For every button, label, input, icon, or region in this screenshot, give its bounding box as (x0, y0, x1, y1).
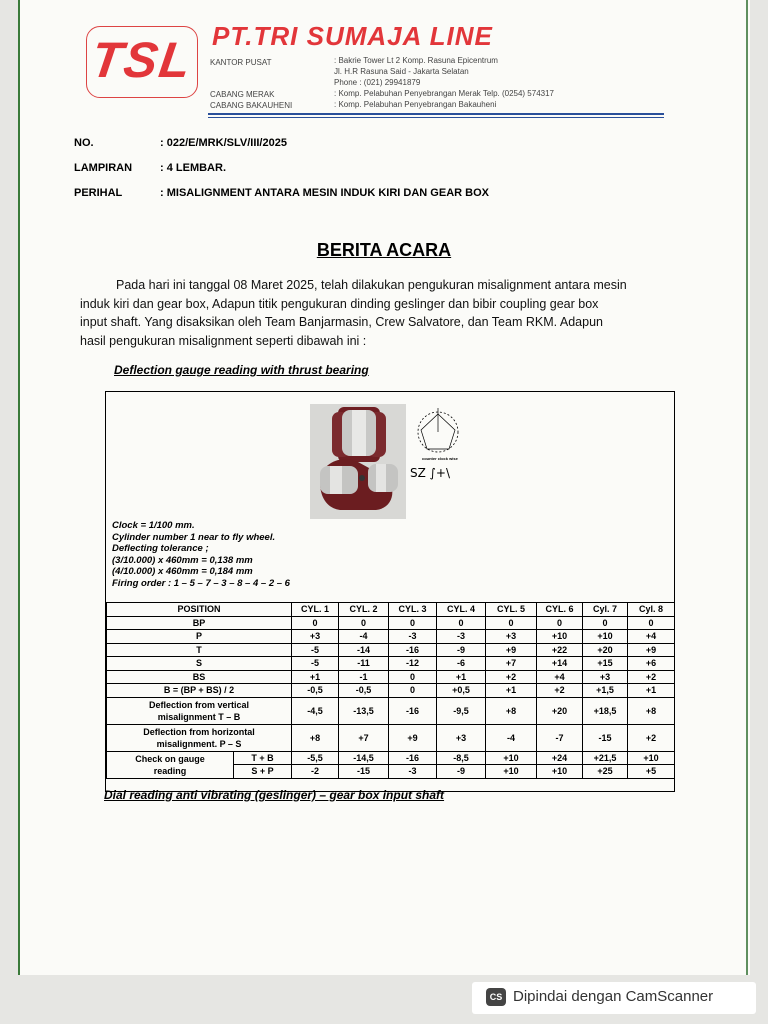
value-cell: -16 (389, 751, 437, 765)
header-rule-thin (208, 117, 664, 118)
row-label-line: Check on gauge (135, 753, 205, 764)
value-cell: 0 (583, 616, 628, 630)
body-line: input shaft. Yang disaksikan oleh Team Banjarmasin, Crew Salvatore, dan Team RKM. Adapun (80, 315, 603, 329)
value-cell: +1 (486, 684, 537, 698)
value-cell: +9 (486, 643, 537, 657)
header-cell: CYL. 4 (437, 603, 486, 617)
value-cell: +2 (628, 670, 675, 684)
diagram-caption: counter clock wise (422, 456, 458, 461)
page-edge (746, 0, 748, 975)
value-cell: +4 (628, 630, 675, 644)
value-cell: 0 (389, 670, 437, 684)
table-row (107, 657, 675, 671)
value-cell: +1 (292, 670, 339, 684)
value-cell: +10 (583, 630, 628, 644)
value-cell: +2 (628, 724, 675, 751)
value-cell: -4,5 (292, 697, 339, 724)
value-cell: 0 (437, 616, 486, 630)
value-cell: 0 (537, 616, 583, 630)
value-cell: +10 (486, 765, 537, 779)
header-cell: Cyl. 7 (583, 603, 628, 617)
value-cell: -11 (339, 657, 389, 671)
row-label: P (107, 630, 292, 644)
logo-text: TSL (87, 32, 197, 88)
value-cell: -15 (583, 724, 628, 751)
ref-no-label: NO. (74, 137, 94, 149)
ref-attachment-label: LAMPIRAN (74, 162, 133, 174)
note-line: Firing order : 1 – 5 – 7 – 3 – 8 – 4 – 2 – 6 (112, 577, 290, 589)
header-cell: CYL. 3 (389, 603, 437, 617)
next-section-title: Dial reading anti vibrating (geslinger) – gear box input shaft (104, 788, 445, 802)
table-row (107, 751, 675, 765)
value-cell: 0 (628, 616, 675, 630)
company-name: PT.TRI SUMAJA LINE (212, 21, 493, 51)
ref-subject-value: : MISALIGNMENT ANTARA MESIN INDUK KIRI DAN GEAR BOX (160, 187, 489, 199)
deflection-table (106, 602, 675, 779)
header-cell: CYL. 6 (537, 603, 583, 617)
row-label (107, 697, 292, 724)
crankshaft-icon (310, 404, 406, 519)
row-label: B = (BP + BS) / 2 (107, 684, 292, 698)
value-cell: +10 (486, 751, 537, 765)
row-label-line: Deflection from vertical (148, 699, 250, 710)
measurement-notes (112, 520, 290, 589)
row-label (107, 751, 234, 778)
row-label: S (107, 657, 292, 671)
note-line: Cylinder number 1 near to fly wheel. (112, 531, 276, 543)
table-row (107, 697, 675, 724)
value-cell: +2 (537, 684, 583, 698)
value-cell: -5 (292, 643, 339, 657)
value-cell: -0,5 (339, 684, 389, 698)
value-cell: -6 (437, 657, 486, 671)
value-cell: -9,5 (437, 697, 486, 724)
value-cell: 0 (292, 616, 339, 630)
address-line: : Bakrie Tower Lt 2 Komp. Rasuna Epicentrum (334, 56, 498, 65)
value-cell: -9 (437, 765, 486, 779)
value-cell: -3 (389, 630, 437, 644)
header-cell: Cyl. 8 (628, 603, 675, 617)
value-cell: +10 (537, 630, 583, 644)
value-cell: +8 (486, 697, 537, 724)
value-cell: +1 (437, 670, 486, 684)
value-cell: +9 (628, 643, 675, 657)
row-label-line: misalignment T – B (157, 711, 241, 722)
header-cell: CYL. 2 (339, 603, 389, 617)
camscanner-icon: CS (486, 988, 506, 1006)
table-row (107, 616, 675, 630)
value-cell: -14 (339, 643, 389, 657)
value-cell: +22 (537, 643, 583, 657)
value-cell: +3 (583, 670, 628, 684)
diagram-symbols: SZ ∫+\ (410, 466, 451, 480)
value-cell: -0,5 (292, 684, 339, 698)
note-line: Clock = 1/100 mm. (112, 520, 195, 531)
table-row (107, 670, 675, 684)
row-label: BS (107, 670, 292, 684)
address-line: : Komp. Pelabuhan Penyebrangan Bakauheni (334, 100, 497, 109)
row-label: T (107, 643, 292, 657)
value-cell: 0 (486, 616, 537, 630)
value-cell: +8 (628, 697, 675, 724)
row-label-line: Deflection from horizontal (143, 726, 255, 737)
value-cell: +25 (583, 765, 628, 779)
address-line: Jl. H.R Rasuna Said - Jakarta Selatan (334, 67, 469, 76)
scanner-text: Dipindai dengan CamScanner (513, 988, 714, 1005)
sub-label: T + B (234, 751, 292, 765)
value-cell: -9 (437, 643, 486, 657)
row-label-line: reading (153, 765, 187, 776)
ref-no-value: : 022/E/MRK/SLV/III/2025 (160, 137, 287, 149)
value-cell: -5,5 (292, 751, 339, 765)
value-cell: -7 (537, 724, 583, 751)
value-cell: +2 (486, 670, 537, 684)
value-cell: -14,5 (339, 751, 389, 765)
value-cell: +14 (537, 657, 583, 671)
note-line: (4/10.000) x 460mm = 0,184 mm (112, 566, 253, 577)
value-cell: -3 (437, 630, 486, 644)
value-cell: +20 (537, 697, 583, 724)
header-rule (208, 113, 664, 115)
value-cell: +4 (537, 670, 583, 684)
value-cell: +9 (389, 724, 437, 751)
value-cell: +1 (628, 684, 675, 698)
note-line: Deflecting tolerance ; (112, 543, 209, 554)
value-cell: +0,5 (437, 684, 486, 698)
value-cell: +10 (537, 765, 583, 779)
address-label: KANTOR PUSAT (210, 58, 272, 67)
value-cell: +24 (537, 751, 583, 765)
value-cell: -4 (486, 724, 537, 751)
header-cell: POSITION (107, 603, 292, 617)
row-label-line: misalignment. P – S (156, 738, 242, 749)
ref-attachment-value: : 4 LEMBAR. (160, 162, 226, 174)
row-label: BP (107, 616, 292, 630)
value-cell: +3 (292, 630, 339, 644)
note-line: (3/10.000) x 460mm = 0,138 mm (112, 554, 253, 566)
body-line: induk kiri dan gear box, Adapun titik pengukuran dinding geslinger dan bibir coupling gear box (80, 296, 599, 311)
table-header-row (107, 603, 675, 617)
crankshaft-illustration (310, 404, 406, 519)
value-cell: +5 (628, 765, 675, 779)
table-row (107, 630, 675, 644)
value-cell: -16 (389, 643, 437, 657)
value-cell: -13,5 (339, 697, 389, 724)
value-cell: -8,5 (437, 751, 486, 765)
body-line: Pada hari ini tanggal 08 Maret 2025, telah dilakukan pengukuran misalignment antara mesin (116, 278, 627, 292)
value-cell: +6 (628, 657, 675, 671)
address-line: : Komp. Pelabuhan Penyebrangan Merak Telp. (0254) 574317 (334, 89, 555, 98)
value-cell: +15 (583, 657, 628, 671)
company-logo (86, 26, 198, 98)
value-cell: 0 (339, 616, 389, 630)
value-cell: 0 (389, 616, 437, 630)
value-cell: +7 (339, 724, 389, 751)
value-cell: +10 (628, 751, 675, 765)
table-row (107, 724, 675, 751)
sub-label: S + P (234, 765, 292, 779)
value-cell: -2 (292, 765, 339, 779)
document-title: BERITA ACARA (316, 240, 452, 260)
header-cell: CYL. 1 (292, 603, 339, 617)
row-label (107, 724, 292, 751)
value-cell: +3 (437, 724, 486, 751)
value-cell: +8 (292, 724, 339, 751)
value-cell: -16 (389, 697, 437, 724)
body-paragraph (80, 276, 680, 350)
value-cell: -4 (339, 630, 389, 644)
value-cell: -1 (339, 670, 389, 684)
value-cell: +18,5 (583, 697, 628, 724)
address-label: CABANG MERAK (210, 90, 275, 99)
table-row (107, 684, 675, 698)
deflection-table-body (107, 603, 675, 779)
value-cell: +21,5 (583, 751, 628, 765)
header-cell: CYL. 5 (486, 603, 537, 617)
body-line: hasil pengukuran misalignment seperti dibawah ini : (80, 333, 367, 348)
value-cell: -3 (389, 765, 437, 779)
clock-position-diagram (408, 404, 480, 486)
ref-subject-label: PERIHAL (74, 187, 123, 199)
value-cell: +20 (583, 643, 628, 657)
table-row (107, 643, 675, 657)
value-cell: +1,5 (583, 684, 628, 698)
value-cell: +7 (486, 657, 537, 671)
address-label: CABANG BAKAUHENI (210, 101, 293, 110)
value-cell: -15 (339, 765, 389, 779)
value-cell: -12 (389, 657, 437, 671)
address-line: Phone : (021) 29941879 (334, 78, 421, 87)
value-cell: 0 (389, 684, 437, 698)
value-cell: +3 (486, 630, 537, 644)
value-cell: -5 (292, 657, 339, 671)
section-title: Deflection gauge reading with thrust bearing (114, 363, 369, 377)
